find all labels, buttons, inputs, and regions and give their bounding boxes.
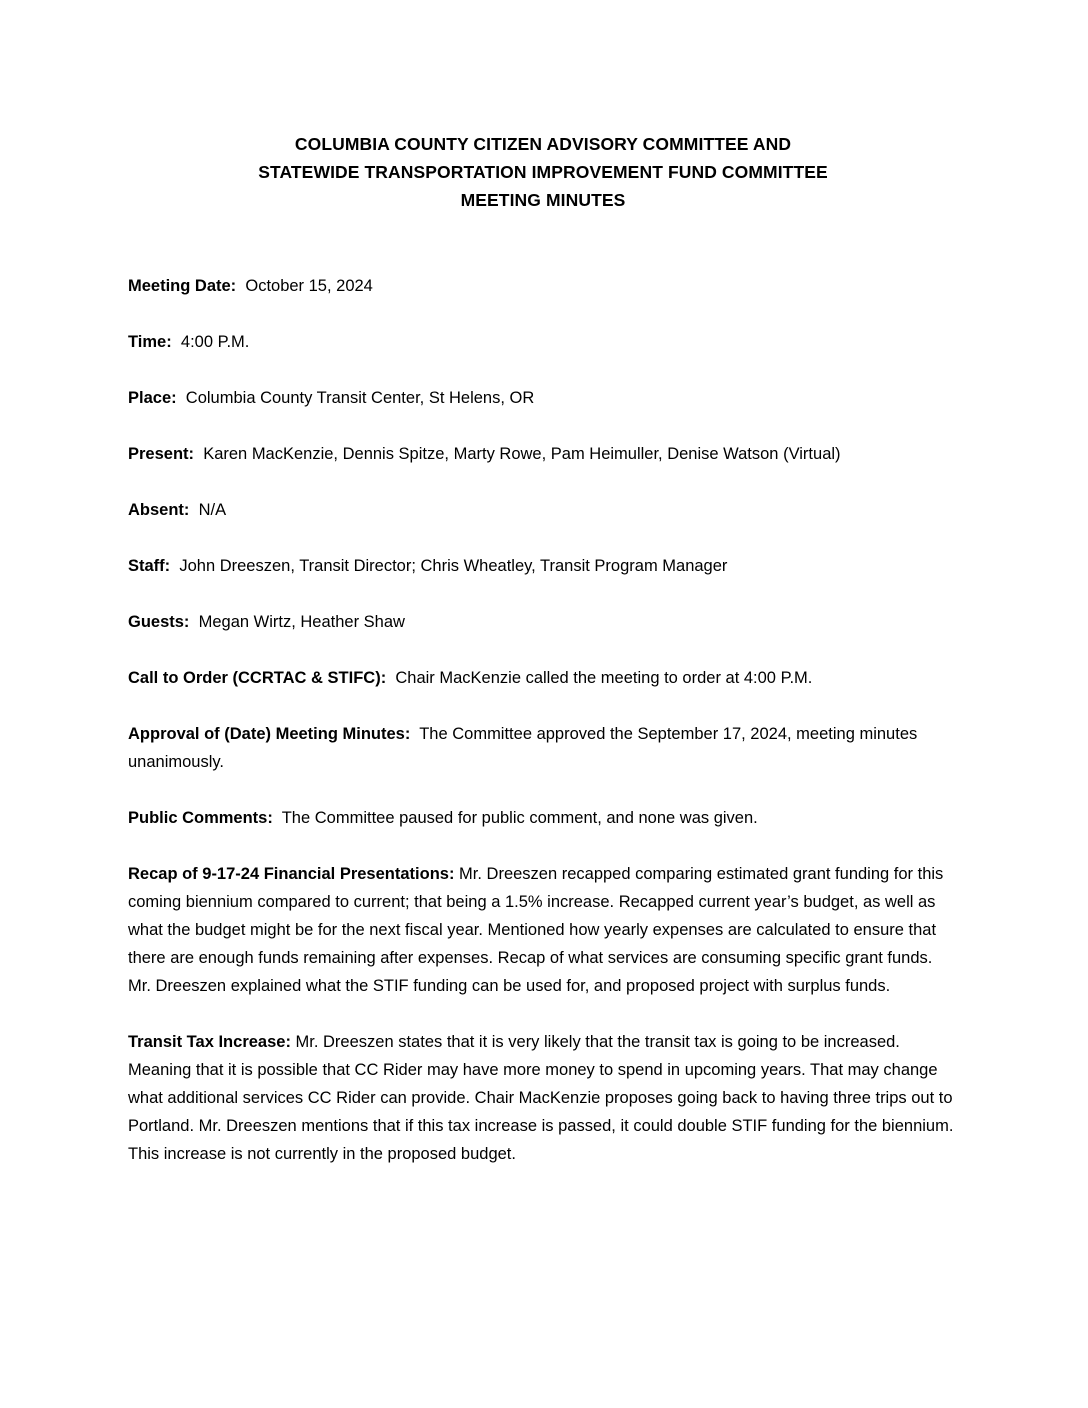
paragraph-public-comments — [128, 804, 958, 832]
field-text: Megan Wirtz, Heather Shaw — [189, 613, 405, 631]
title-line-1: COLUMBIA COUNTY CITIZEN ADVISORY COMMITTEE AND — [294, 134, 792, 154]
field-text: Columbia County Transit Center, St Helens, OR — [176, 389, 535, 407]
field-label: Approval of (Date) Meeting Minutes: — [128, 725, 411, 743]
field-text: Karen MacKenzie, Dennis Spitze, Marty Rowe, Pam Heimuller, Denise Watson (Virtual) — [194, 445, 841, 463]
field-label: Place: — [128, 389, 177, 407]
field-label: Transit Tax Increase: — [128, 1033, 291, 1051]
field-text: 4:00 P.M. — [171, 333, 250, 351]
paragraph-recap-financial-presentations — [128, 860, 958, 1000]
field-text: John Dreeszen, Transit Director; Chris Wheatley, Transit Program Manager — [170, 557, 728, 575]
field-label: Public Comments: — [128, 809, 273, 827]
field-text: Chair MacKenzie called the meeting to order at 4:00 P.M. — [386, 669, 813, 687]
field-text: Mr. Dreeszen recapped comparing estimated grant funding for this coming biennium compared to current; that being a 1.5% increase. Recapped current year’s budget, as well as what the budget might be for the next fiscal year. Mentioned how yearly expenses are calculated to ensure that there are enough funds remaining after expenses. Recap of what services are consuming specific grant funds. Mr. Dreeszen explained what the STIF funding can be used for, and proposed project with surplus funds. — [128, 865, 948, 995]
field-label: Time: — [128, 333, 172, 351]
paragraph-call-to-order — [128, 664, 958, 692]
paragraph-approval-of-minutes — [128, 720, 958, 776]
title-line-2: STATEWIDE TRANSPORTATION IMPROVEMENT FUND COMMITTEE — [258, 162, 828, 182]
field-label: Call to Order (CCRTAC & STIFC): — [128, 669, 387, 687]
paragraph-time — [128, 328, 958, 356]
title-line-3: MEETING MINUTES — [460, 190, 626, 210]
field-text: Mr. Dreeszen states that it is very likely that the transit tax is going to be increased. Meaning that it is possible that CC Rider may have more money to spend in upcoming years. That may change what additional services CC Rider can provide. Chair MacKenzie proposes going back to having three trips out to Portland. Mr. Dreeszen mentions that if this tax increase is passed, it could double STIF funding for the biennium. This increase is not currently in the proposed budget. — [128, 1033, 958, 1163]
field-text: October 15, 2024 — [236, 277, 373, 295]
paragraph-staff — [128, 552, 958, 580]
paragraph-present — [128, 440, 958, 468]
field-label: Absent: — [128, 501, 190, 519]
field-label: Present: — [128, 445, 195, 463]
field-text: The Committee paused for public comment, and none was given. — [272, 809, 758, 827]
field-label: Recap of 9-17-24 Financial Presentations: — [128, 865, 455, 883]
paragraph-guests — [128, 608, 958, 636]
paragraph-place — [128, 384, 958, 412]
field-label: Staff: — [128, 557, 171, 575]
field-label: Guests: — [128, 613, 190, 631]
paragraph-transit-tax-increase — [128, 1028, 958, 1168]
field-label: Meeting Date: — [128, 277, 237, 295]
field-text: N/A — [189, 501, 227, 519]
paragraph-meeting-date — [128, 272, 958, 300]
paragraph-absent — [128, 496, 958, 524]
field-text: The Committee approved the September 17, 2024, meeting minutes unanimously. — [128, 725, 922, 771]
document-title — [128, 130, 958, 214]
